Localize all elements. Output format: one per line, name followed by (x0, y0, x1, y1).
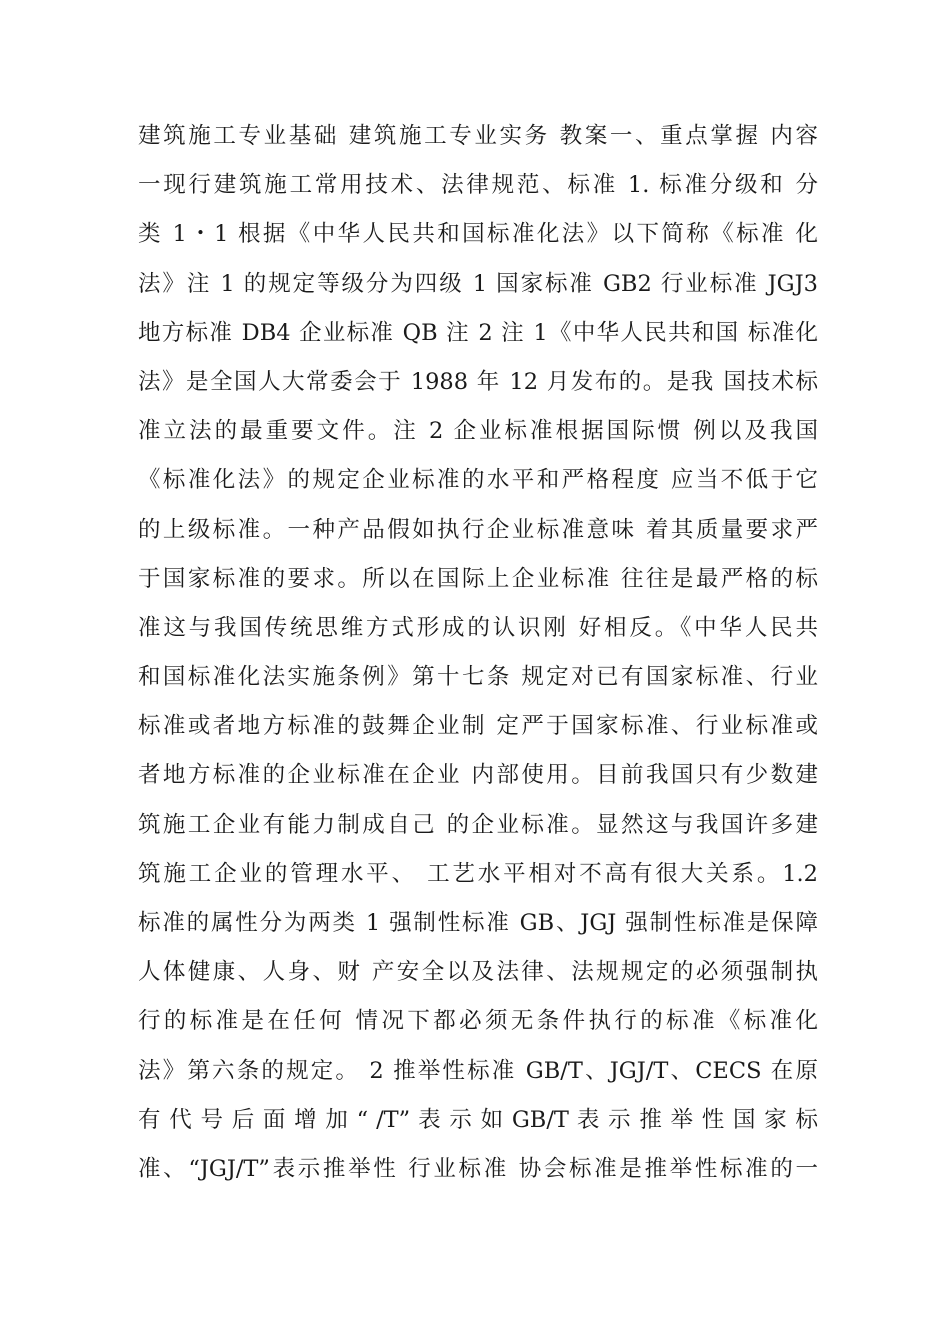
text-line: 法》注 1 的规定等级分为四级 1 国家标准 GB2 行业标准 JGJ3 (138, 270, 818, 297)
text-line: 准立法的最重要文件。注 2 企业标准根据国际惯 例以及我国 (138, 418, 818, 445)
text-line: 人体健康、人身、财 产安全以及法律、法规规定的必须强制执 (138, 959, 818, 986)
text-line: 准这与我国传统思维方式形成的认识刚 好相反。《中华人民共 (138, 614, 818, 641)
text-line: 法》第六条的规定。 2 推举性标准 GB/T、JGJ/T、CECS 在原 (138, 1057, 818, 1084)
text-line: 筑施工企业的管理水平、 工艺水平相对不高有很大关系。1.2 (138, 860, 818, 887)
text-line: 《标准化法》的规定企业标准的水平和严格程度 应当不低于它 (138, 467, 818, 494)
text-line: 行的标准是在任何 情况下都必须无条件执行的标准《标准化 (138, 1008, 818, 1035)
text-line: 准、“JGJ/T”表示推举性 行业标准 协会标准是推举性标准的一 (138, 1155, 818, 1182)
text-line: 建筑施工专业基础 建筑施工专业实务 教案一、重点掌握 内容 (138, 123, 818, 149)
text-line: 标准或者地方标准的鼓舞企业制 定严于国家标准、行业标准或 (138, 713, 818, 740)
text-line: 和国标准化法实施条例》第十七条 规定对已有国家标准、行业 (138, 664, 818, 691)
text-line: 地方标准 DB4 企业标准 QB 注 2 注 1《中华人民共和国 标准化 (138, 319, 818, 346)
text-line: 筑施工企业有能力制成自己 的企业标准。显然这与我国许多建 (138, 811, 818, 838)
text-line: 法》是全国人大常委会于 1988 年 12 月发布的。是我 国技术标 (138, 368, 818, 395)
text-line: 于国家标准的要求。所以在国际上企业标准 往往是最严格的标 (138, 565, 818, 592)
text-line: 一现行建筑施工常用技术、法律规范、标准 1. 标准分级和 分 (138, 172, 818, 199)
text-line: 有 代 号 后 面 增 加 “ /T” 表 示 如 GB/T 表 示 推 举 性 国 家 标 (138, 1106, 818, 1133)
text-line: 标准的属性分为两类 1 强制性标准 GB、JGJ 强制性标准是保障 (138, 910, 818, 936)
body-text (138, 112, 818, 1194)
text-line: 者地方标准的企业标准在企业 内部使用。目前我国只有少数建 (138, 762, 818, 789)
text-line: 的上级标准。一种产品假如执行企业标准意味 着其质量要求严 (138, 516, 818, 543)
text-line: 类 1・1 根据《中华人民共和国标准化法》以下简称《标准 化 (138, 221, 818, 248)
